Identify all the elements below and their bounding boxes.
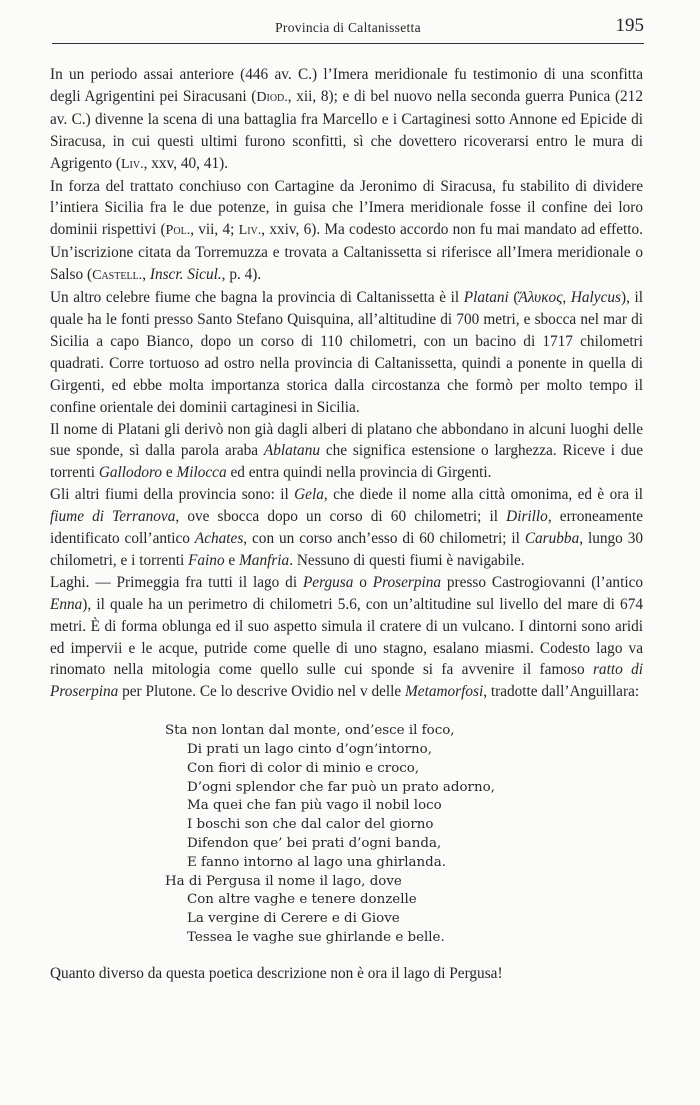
paragraph bbox=[50, 484, 643, 572]
text-run: , vii, 4; bbox=[190, 221, 239, 239]
text-run: Carubba bbox=[524, 530, 580, 548]
text-run: Liv. bbox=[120, 155, 144, 172]
text-run: Laghi. — Primeggia fra tutti il lago di bbox=[50, 573, 303, 591]
text-run: Proserpina bbox=[372, 573, 442, 591]
poem-quote bbox=[165, 722, 643, 948]
text-run: e bbox=[162, 464, 177, 482]
text-run: , lungo 30 chilometri, e i torrenti bbox=[50, 530, 643, 569]
text-run: Ablatanu bbox=[263, 442, 320, 460]
text-run: , bbox=[142, 266, 150, 284]
text-run: , tradotte dall’Anguillara: bbox=[483, 683, 640, 701]
text-run: Pol. bbox=[165, 222, 191, 239]
poem-line: Con fiori di color di minio e croco, bbox=[187, 760, 420, 776]
page-number: 195 bbox=[615, 15, 644, 36]
text-run: Il nome di Platani gli derivò non già dagli alberi di platano che abbondano in alcuni luoghi delle sue sponde, sì dalla parola araba bbox=[50, 420, 643, 460]
text-run: ed entra quindi nella provincia di Girgenti. bbox=[226, 464, 492, 482]
paragraph bbox=[50, 572, 643, 703]
text-run: Gela bbox=[294, 486, 324, 504]
text-run: presso Castrogiovanni (l’antico bbox=[441, 573, 644, 591]
body-text bbox=[50, 64, 643, 985]
page-header bbox=[52, 14, 644, 44]
text-run: per Plutone. Ce lo descrive Ovidio nel v delle bbox=[118, 683, 406, 701]
running-title: Provincia di Caltanissetta bbox=[275, 20, 421, 35]
text-run: , che diede il nome alla città omonima, ed è ora il bbox=[323, 486, 643, 504]
text-run: , con un corso anch’esso di 60 chilometri; il bbox=[243, 530, 525, 548]
text-run: Manfria bbox=[239, 551, 290, 569]
text-run: Metamorfosi bbox=[405, 683, 484, 701]
text-run: . Nessuno di questi fiumi è navigabile. bbox=[289, 551, 525, 569]
text-run: , p. 4). bbox=[221, 266, 262, 284]
poem-line: Tessea le vaghe sue ghirlande e belle. bbox=[187, 930, 445, 946]
text-run: ), il quale ha un perimetro di chilometri 5.6, con un’altitudine sul livello del mare di 674 metri. È di forma oblunga ed il suo aspetto simula il cratere di un vulcano. I dintorni sono aridi ed impervii e le acque, putride come quelle di uno stagno, esalano miasmi. Codesto lago va rinomato nella mitologia come quello sulle cui sponde si fa avvenire il famoso bbox=[50, 595, 643, 679]
text-run: In un periodo assai anteriore (446 av. C.) l’Imera meridionale fu testimonio di una sconfitta degli Agrigentini pei Siracusani ( bbox=[50, 66, 643, 105]
text-run: , xxiv, 6). Ma codesto accordo non fu mai mandato ad effetto. Un’iscrizione citata da Torremuzza e trovata a Caltanissetta si riferisce all’Imera meridionale o Salso ( bbox=[50, 221, 643, 284]
text-run: Liv. bbox=[238, 222, 262, 239]
text-run: o bbox=[353, 573, 373, 591]
paragraph bbox=[50, 64, 643, 176]
poem-line: La vergine di Cerere e di Giove bbox=[187, 911, 400, 927]
text-run: , xii, 8); e di bel nuovo nella seconda guerra Punica (212 av. C.) divenne la scena di una battaglia fra Marcello e i Cartaginesi sotto Annone ed Epicide di Siracusa, in cui questi ultimi furono sconfitti, sì che dovettero ricoverarsi entro le mura di Agrigento ( bbox=[50, 87, 643, 172]
text-run: Achates bbox=[194, 530, 244, 548]
text-run: Gallodoro bbox=[98, 464, 163, 482]
paragraphs bbox=[50, 64, 643, 703]
text-run: , ove sbocca dopo un corso di 60 chilometri; il bbox=[175, 508, 507, 526]
text-run: Platani bbox=[463, 289, 509, 307]
header-rule bbox=[52, 43, 644, 44]
text-run: fiume di Terranova bbox=[50, 508, 176, 526]
text-run: Enna bbox=[50, 595, 83, 613]
text-run: Dirillo bbox=[506, 508, 548, 526]
poem-line: Difendon que’ bei prati d’ogni banda, bbox=[187, 836, 442, 852]
text-run: ), il quale ha le fonti presso Santo Stefano Quisquina, all’altitudine di 700 metri, e sbocca nel mar di Sicilia a capo Bianco, dopo un corso di 110 chilometri, con un bacino di 1717 chilometri quadrati. Corre tortuoso ad ostro nella provincia di Caltanissetta, quindi a ponente in quella di Girgenti, ed ebbe molta importanza storica dalla circostanza che formò per molto tempo il confine orientale dei dominii cartaginesi in Sicilia. bbox=[50, 289, 644, 416]
paragraph bbox=[50, 419, 643, 485]
text-run: Faino bbox=[188, 551, 225, 569]
text-run: , bbox=[562, 289, 571, 307]
text-run: Milocca bbox=[176, 464, 227, 482]
text-run: ( bbox=[508, 289, 519, 307]
poem-line: Di prati un lago cinto d’ogn’intorno, bbox=[187, 742, 432, 758]
poem-line: Con altre vaghe e tenere donzelle bbox=[187, 892, 417, 908]
text-run: , erroneamente identificato coll’antico bbox=[50, 508, 644, 548]
paragraph bbox=[50, 176, 643, 288]
paragraph bbox=[50, 287, 643, 418]
text-run: In forza del trattato conchiuso con Cartagine da Jeronimo di Siracusa, fu stabilito di dividere l’intiera Sicilia fra le due potenze, in guisa che l’Imera meridionale fosse il confine dei loro dominii rispettivi ( bbox=[50, 177, 643, 239]
text-run: Ἅλυκος bbox=[518, 289, 563, 307]
poem-line: I boschi son che dal calor del giorno bbox=[187, 817, 434, 833]
poem-line: Ha di Pergusa il nome il lago, dove bbox=[165, 873, 402, 889]
text-run: , xxv, 40, 41). bbox=[143, 154, 229, 172]
poem-line: Ma quei che fan più vago il nobil loco bbox=[187, 798, 442, 814]
poem-line: Sta non lontan dal monte, ond’esce il foco, bbox=[165, 723, 455, 739]
text-run: Halycus bbox=[570, 289, 621, 307]
poem-line: E fanno intorno al lago una ghirlanda. bbox=[187, 854, 446, 870]
text-run: Inscr. Sicul. bbox=[149, 266, 222, 284]
text-run: Gli altri fiumi della provincia sono: il bbox=[50, 486, 295, 504]
text-run: Diod. bbox=[256, 88, 288, 105]
text-run: Castell. bbox=[92, 267, 143, 284]
text-run: Pergusa bbox=[302, 573, 354, 591]
closing-sentence: Quanto diverso da questa poetica descrizione non è ora il lago di Pergusa! bbox=[50, 964, 503, 982]
text-run: Un altro celebre fiume che bagna la provincia di Caltanissetta è il bbox=[50, 289, 464, 307]
poem-line: D’ogni splendor che far può un prato adorno, bbox=[187, 779, 495, 795]
text-run: ratto di Proserpina bbox=[50, 661, 643, 701]
text-run: che significa estensione o larghezza. Riceve i due torrenti bbox=[50, 442, 643, 482]
text-run: e bbox=[224, 551, 240, 569]
